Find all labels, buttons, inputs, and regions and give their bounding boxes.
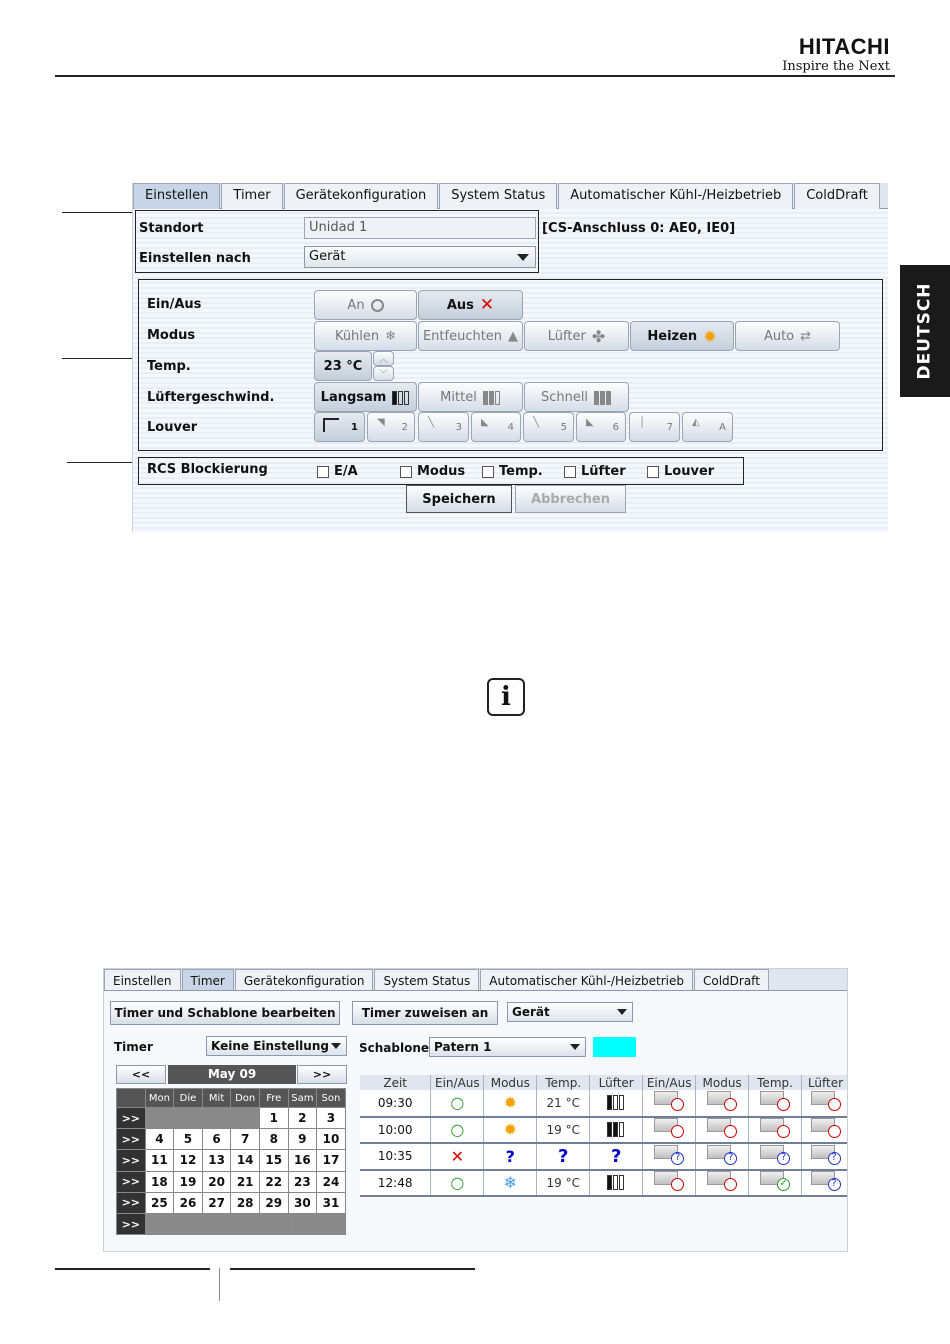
calendar-day[interactable]: 30: [288, 1192, 317, 1213]
calendar-day[interactable]: 12: [174, 1150, 203, 1171]
assign-select[interactable]: [507, 1002, 633, 1022]
prohibited-icon: [643, 1090, 696, 1117]
calendar-day[interactable]: 3: [317, 1108, 346, 1129]
header-rule: [55, 75, 895, 77]
louver-auto-icon: ◭: [692, 417, 700, 428]
mode-auto-label: Auto: [763, 328, 795, 344]
x-icon: ✕: [479, 295, 495, 315]
checkbox[interactable]: [400, 466, 412, 478]
mode-heizen-button[interactable]: [630, 321, 734, 351]
tab-timer[interactable]: Timer: [221, 183, 282, 209]
week-select-button[interactable]: >>: [117, 1171, 146, 1192]
calendar-day[interactable]: 10: [317, 1129, 346, 1150]
question-icon: ?: [802, 1170, 848, 1197]
ein-aus-label: Ein/Aus: [147, 297, 202, 312]
droplet-icon: ▲: [508, 328, 519, 344]
mode-luefter-label: Lüfter: [547, 328, 586, 344]
calendar-day[interactable]: 8: [259, 1129, 288, 1150]
aus-button[interactable]: [418, 290, 523, 320]
month-title: May 09: [168, 1065, 296, 1084]
row-time: 09:30: [360, 1090, 431, 1117]
row-temp: 19 °C: [537, 1170, 590, 1197]
prohibited-icon: [696, 1090, 749, 1117]
rcs-temp-label: Temp.: [499, 464, 543, 479]
rcs-luefter-check[interactable]: [564, 464, 626, 479]
calendar-day[interactable]: 24: [317, 1171, 346, 1192]
column-header: Temp.: [749, 1075, 802, 1090]
column-header: Modus: [696, 1075, 749, 1090]
column-header: Ein/Aus: [431, 1075, 484, 1090]
schablone-label: Schablone: [359, 1041, 430, 1055]
fan-level-mid-icon: [483, 390, 501, 405]
rcs-label: RCS Blockierung: [147, 462, 268, 477]
aus-label: Aus: [446, 297, 474, 313]
calendar-day-empty: [202, 1213, 231, 1234]
calendar-day[interactable]: 31: [317, 1192, 346, 1213]
calendar-day[interactable]: 1: [259, 1108, 288, 1129]
temp-label: Temp.: [147, 359, 191, 374]
rcs-louver-check[interactable]: [647, 464, 714, 479]
fan-level-icon: [590, 1117, 643, 1144]
mode-entfeuchten-label: Entfeuchten: [422, 328, 503, 344]
calendar-day-empty: [174, 1108, 203, 1129]
standort-field[interactable]: Unidad 1: [304, 217, 536, 239]
prohibited-icon: [696, 1170, 749, 1197]
fan-level-icon: [590, 1090, 643, 1117]
row-temp: ?: [537, 1143, 590, 1170]
calendar-day[interactable]: 6: [202, 1129, 231, 1150]
prohibited-icon: [749, 1117, 802, 1144]
assign-timer-button[interactable]: Timer zuweisen an: [352, 1001, 498, 1025]
cs-info: [CS-Anschluss 0: AE0, IE0]: [542, 221, 736, 236]
temp-down-button[interactable]: [373, 366, 394, 381]
fan-langsam-label: Langsam: [320, 389, 387, 405]
weekday-header: Fre: [259, 1089, 288, 1108]
column-header: Ein/Aus: [643, 1075, 696, 1090]
snowflake-icon: ❄: [484, 1170, 537, 1197]
fan-level-high-icon: [594, 390, 612, 405]
cancel-button[interactable]: Abbrechen: [515, 485, 626, 513]
info-icon: i: [487, 678, 525, 716]
louver-7-label: 7: [666, 421, 673, 433]
fan-schnell-label: Schnell: [540, 389, 589, 405]
footer-divider: [219, 1268, 220, 1301]
question-icon: ?: [643, 1143, 696, 1170]
weekday-header: Die: [174, 1089, 203, 1108]
calendar-day-empty: [259, 1213, 288, 1234]
calendar-corner: [117, 1089, 146, 1108]
weekday-header: Don: [231, 1089, 260, 1108]
prohibited-icon: [696, 1117, 749, 1144]
louver-2-label: 2: [401, 421, 408, 433]
an-button[interactable]: [314, 290, 417, 320]
louver-auto-label: A: [719, 421, 726, 433]
tab-einstellen[interactable]: Einstellen: [104, 969, 181, 990]
tab-auto-kuehl-heiz[interactable]: Automatischer Kühl-/Heizbetrieb: [480, 969, 693, 990]
week-select-button[interactable]: >>: [117, 1213, 146, 1234]
fan-level-icon: [590, 1170, 643, 1197]
timer-panel: [104, 991, 847, 1251]
schablone-select-value: Patern 1: [434, 1040, 492, 1054]
sun-icon: ✹: [484, 1090, 537, 1117]
next-month-button[interactable]: >>: [297, 1065, 347, 1084]
timer-select-value: Keine Einstellung: [211, 1039, 329, 1053]
callout-line-3: [67, 462, 137, 463]
calendar-day-empty: [202, 1108, 231, 1129]
einstellen-nach-label: Einstellen nach: [139, 251, 251, 266]
temp-value: 23 °C: [314, 351, 372, 381]
mode-heizen-label: Heizen: [647, 328, 698, 344]
louver-4-button[interactable]: [471, 412, 521, 442]
prohibited-icon: [802, 1090, 848, 1117]
louver-6-label: 6: [612, 421, 619, 433]
question-icon: ?: [484, 1143, 537, 1170]
row-time: 12:48: [360, 1170, 431, 1197]
louver-label: Louver: [147, 420, 198, 435]
edit-timer-button[interactable]: Timer und Schablone bearbeiten: [110, 1001, 340, 1025]
checkbox[interactable]: [317, 466, 329, 478]
mode-kuehlen-button[interactable]: [314, 321, 417, 351]
prohibited-icon: [643, 1170, 696, 1197]
cycle-icon: ⇄: [800, 328, 812, 344]
tab-system-status[interactable]: System Status: [439, 183, 557, 209]
einstellen-nach-select[interactable]: [304, 246, 536, 268]
brand-name: HITACHI: [798, 34, 890, 59]
louver-5-icon: ╲: [533, 417, 540, 428]
louver-2-button[interactable]: [367, 412, 415, 442]
circle-icon: ○: [431, 1090, 484, 1117]
louver-7-icon: │: [639, 417, 646, 428]
louver-auto-button[interactable]: [682, 412, 733, 442]
calendar-day[interactable]: 21: [231, 1171, 260, 1192]
timer-label: Timer: [114, 1040, 153, 1054]
fan-icon: ✤: [591, 326, 606, 346]
chevron-up-icon: ︿: [378, 355, 388, 365]
weekday-header: Mit: [202, 1089, 231, 1108]
fan-level-low-icon: [392, 390, 410, 405]
row-time: 10:35: [360, 1143, 431, 1170]
footer-rule-right: [230, 1268, 475, 1270]
tab-geraetekonfiguration[interactable]: Gerätekonfiguration: [284, 183, 439, 209]
question-icon: ?: [590, 1143, 643, 1170]
tab-bar: [104, 969, 847, 991]
circle-icon: [371, 299, 384, 312]
timer-select[interactable]: [206, 1036, 347, 1056]
fan-mittel-label: Mittel: [440, 389, 477, 405]
louver-4-label: 4: [507, 421, 514, 433]
settings-screen: [132, 183, 888, 532]
timer-row[interactable]: [360, 1117, 848, 1144]
calendar-day[interactable]: 15: [259, 1150, 288, 1171]
calendar-day[interactable]: 22: [259, 1171, 288, 1192]
week-select-button[interactable]: >>: [117, 1108, 146, 1129]
louver-1-button[interactable]: [314, 412, 365, 442]
rcs-ea-label: E/A: [334, 464, 358, 479]
timer-screen: [103, 968, 848, 1252]
tab-timer[interactable]: Timer: [182, 969, 234, 990]
timer-row[interactable]: [360, 1170, 848, 1197]
sun-icon: ✹: [484, 1117, 537, 1144]
week-select-button[interactable]: >>: [117, 1129, 146, 1150]
louver-1-icon: [323, 418, 339, 432]
tab-colddraft[interactable]: ColdDraft: [694, 969, 769, 990]
column-header: Zeit: [360, 1075, 431, 1090]
circle-icon: ○: [431, 1117, 484, 1144]
calendar-day-empty: [145, 1108, 174, 1129]
checkbox[interactable]: [564, 466, 576, 478]
rcs-luefter-label: Lüfter: [581, 464, 626, 479]
column-header: Modus: [484, 1075, 537, 1090]
footer-rule-left: [55, 1268, 210, 1270]
calendar-day-empty: [288, 1213, 317, 1234]
weekday-header: Sam: [288, 1089, 317, 1108]
checkbox[interactable]: [647, 466, 659, 478]
week-select-button[interactable]: >>: [117, 1150, 146, 1171]
tab-colddraft[interactable]: ColdDraft: [794, 183, 880, 209]
column-header: Lüfter: [590, 1075, 643, 1090]
hitachi-logo: [782, 36, 890, 73]
chevron-down-icon: [570, 1044, 580, 1050]
assign-select-value: Gerät: [512, 1005, 550, 1019]
louver-3-icon: ╲: [428, 417, 435, 428]
weekday-header: Mon: [145, 1089, 174, 1108]
brand-slogan: Inspire the Next: [782, 59, 890, 74]
calendar-day[interactable]: 20: [202, 1171, 231, 1192]
prohibited-icon: [643, 1117, 696, 1144]
language-tab: [900, 265, 950, 397]
fan-schnell-button[interactable]: [524, 382, 629, 412]
tab-bar: [133, 183, 888, 209]
rcs-modus-label: Modus: [417, 464, 466, 479]
weekday-header: Son: [317, 1089, 346, 1108]
callout-line-1: [62, 212, 134, 213]
calendar: [116, 1088, 346, 1235]
temp-up-button[interactable]: [373, 351, 394, 366]
sun-icon: ✹: [703, 326, 717, 346]
question-icon: ?: [749, 1143, 802, 1170]
rcs-modus-check[interactable]: [400, 464, 465, 479]
chevron-down-icon: [617, 1009, 627, 1015]
calendar-day[interactable]: 9: [288, 1129, 317, 1150]
calendar-day-empty: [231, 1213, 260, 1234]
settings-panel: [133, 209, 888, 532]
louver-5-button[interactable]: [523, 412, 574, 442]
louver-5-label: 5: [560, 421, 567, 433]
timer-table: [360, 1075, 848, 1197]
prohibited-icon: [802, 1117, 848, 1144]
tab-system-status[interactable]: System Status: [374, 969, 479, 990]
fan-mittel-button[interactable]: [418, 382, 523, 412]
mode-entfeuchten-button[interactable]: [418, 321, 523, 351]
standort-label: Standort: [139, 221, 204, 236]
calendar-day[interactable]: 19: [174, 1171, 203, 1192]
calendar-day-empty: [231, 1108, 260, 1129]
column-header: Lüfter: [802, 1075, 848, 1090]
calendar-day-empty: [317, 1213, 346, 1234]
modus-label: Modus: [147, 328, 196, 343]
question-icon: ?: [696, 1143, 749, 1170]
louver-7-button[interactable]: [629, 412, 680, 442]
louver-4-icon: ◣: [481, 417, 489, 428]
tab-einstellen[interactable]: Einstellen: [133, 183, 220, 209]
rcs-temp-check[interactable]: [482, 464, 543, 479]
calendar-day[interactable]: 23: [288, 1171, 317, 1192]
schablone-color-swatch: [593, 1037, 636, 1057]
callout-line-2: [62, 358, 137, 359]
einstellen-nach-value: Gerät: [309, 249, 346, 264]
language-tab-label: DEUTSCH: [915, 282, 936, 380]
mode-luefter-button[interactable]: [524, 321, 629, 351]
calendar-day[interactable]: 7: [231, 1129, 260, 1150]
calendar-day[interactable]: 17: [317, 1150, 346, 1171]
timer-row[interactable]: [360, 1090, 848, 1117]
schablone-select[interactable]: [429, 1037, 586, 1057]
timer-row[interactable]: [360, 1143, 848, 1170]
an-label: An: [347, 297, 365, 313]
x-icon: ✕: [431, 1143, 484, 1170]
circle-icon: ○: [431, 1170, 484, 1197]
louver-6-icon: ◣: [586, 417, 594, 428]
row-temp: 21 °C: [537, 1090, 590, 1117]
louver-3-label: 3: [455, 421, 462, 433]
chevron-down-icon: [517, 254, 529, 261]
calendar-day[interactable]: 18: [145, 1171, 174, 1192]
calendar-day[interactable]: 16: [288, 1150, 317, 1171]
row-time: 10:00: [360, 1117, 431, 1144]
checkbox[interactable]: [482, 466, 494, 478]
chevron-down-icon: [331, 1043, 341, 1049]
fan-speed-label: Lüftergeschwind.: [147, 390, 275, 405]
tab-auto-kuehl-heiz[interactable]: Automatischer Kühl-/Heizbetrieb: [558, 183, 793, 209]
question-icon: ?: [802, 1143, 848, 1170]
mode-auto-button[interactable]: [735, 321, 840, 351]
louver-2-icon: ◥: [377, 417, 385, 428]
calendar-day[interactable]: 25: [145, 1192, 174, 1213]
louver-6-button[interactable]: [576, 412, 626, 442]
louver-1-label: 1: [351, 421, 358, 433]
column-header: Temp.: [537, 1075, 590, 1090]
snowflake-icon: ❄: [385, 328, 397, 344]
save-button[interactable]: Speichern: [406, 485, 512, 513]
calendar-day[interactable]: 28: [231, 1192, 260, 1213]
calendar-day[interactable]: 2: [288, 1108, 317, 1129]
prohibited-icon: [749, 1090, 802, 1117]
tab-geraetekonfiguration[interactable]: Gerätekonfiguration: [235, 969, 374, 990]
calendar-day[interactable]: 11: [145, 1150, 174, 1171]
calendar-day[interactable]: 26: [174, 1192, 203, 1213]
rcs-louver-label: Louver: [664, 464, 715, 479]
fan-langsam-button[interactable]: [314, 382, 417, 412]
louver-3-button[interactable]: [418, 412, 469, 442]
mode-kuehlen-label: Kühlen: [334, 328, 380, 344]
calendar-day-empty: [174, 1213, 203, 1234]
calendar-day[interactable]: 4: [145, 1129, 174, 1150]
row-temp: 19 °C: [537, 1117, 590, 1144]
rcs-ea-check[interactable]: [317, 464, 358, 479]
check-icon: ✓: [749, 1170, 802, 1197]
calendar-day[interactable]: 14: [231, 1150, 260, 1171]
prev-month-button[interactable]: <<: [116, 1065, 166, 1084]
calendar-day[interactable]: 27: [202, 1192, 231, 1213]
week-select-button[interactable]: >>: [117, 1192, 146, 1213]
calendar-day[interactable]: 5: [174, 1129, 203, 1150]
calendar-day[interactable]: 29: [259, 1192, 288, 1213]
calendar-day[interactable]: 13: [202, 1150, 231, 1171]
chevron-down-icon: ﹀: [378, 370, 388, 380]
calendar-day-empty: [145, 1213, 174, 1234]
